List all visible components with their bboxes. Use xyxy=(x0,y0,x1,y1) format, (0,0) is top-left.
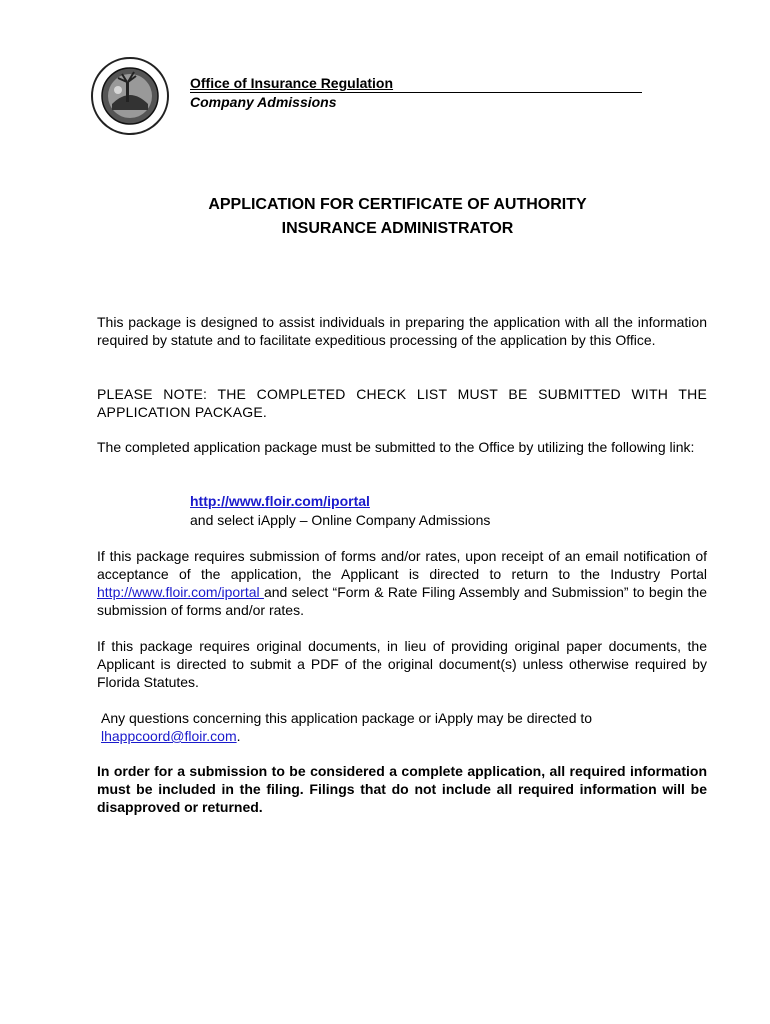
forms-paragraph xyxy=(97,547,707,619)
portal-link[interactable]: http://www.floir.com/iportal xyxy=(190,493,370,509)
office-name: Office of Insurance Regulation xyxy=(190,74,642,93)
questions-period: . xyxy=(236,728,241,744)
forms-text-pre: If this package requires submission of forms and/or rates, upon receipt of an email notification of acceptance of the application, the Applicant is directed to return to the Industry Portal xyxy=(97,548,707,582)
state-seal-logo xyxy=(90,56,170,136)
portal-link-block xyxy=(190,492,490,530)
document-title xyxy=(90,193,705,241)
submit-paragraph: The completed application package must be submitted to the Office by utilizing the following link: xyxy=(97,439,695,455)
questions-text: Any questions concerning this application package or iApply may be directed to xyxy=(101,710,593,726)
warning-paragraph: In order for a submission to be considered a complete application, all required information must be included in the filing. Filings that do not include all required information will be disapproved or returned. xyxy=(97,763,707,815)
division-name: Company Admissions xyxy=(190,94,337,110)
title-line-1: APPLICATION FOR CERTIFICATE OF AUTHORITY xyxy=(208,196,587,213)
contact-email-link[interactable]: lhappcoord@floir.com xyxy=(101,728,237,744)
questions-paragraph xyxy=(101,709,711,745)
header xyxy=(190,74,642,111)
industry-portal-link[interactable]: http://www.floir.com/iportal xyxy=(97,584,264,600)
note-paragraph: PLEASE NOTE: THE COMPLETED CHECK LIST MUST BE SUBMITTED WITH THE APPLICATION PACKAGE. xyxy=(97,386,707,420)
forms-text-post: and select “Form & Rate Filing Assembly and Submission” to begin the submission of forms and/or rates. xyxy=(97,584,707,618)
intro-paragraph: This package is designed to assist individuals in preparing the application with all the information required by statute and to facilitate expeditious processing of the application by this Office. xyxy=(97,314,707,348)
original-docs-paragraph: If this package requires original documents, in lieu of providing original paper documents, the Applicant is directed to submit a PDF of the original document(s) unless otherwise required by Florida Statutes. xyxy=(97,638,707,690)
portal-link-instruction: and select iApply – Online Company Admissions xyxy=(190,512,491,528)
title-line-2: INSURANCE ADMINISTRATOR xyxy=(281,220,514,237)
